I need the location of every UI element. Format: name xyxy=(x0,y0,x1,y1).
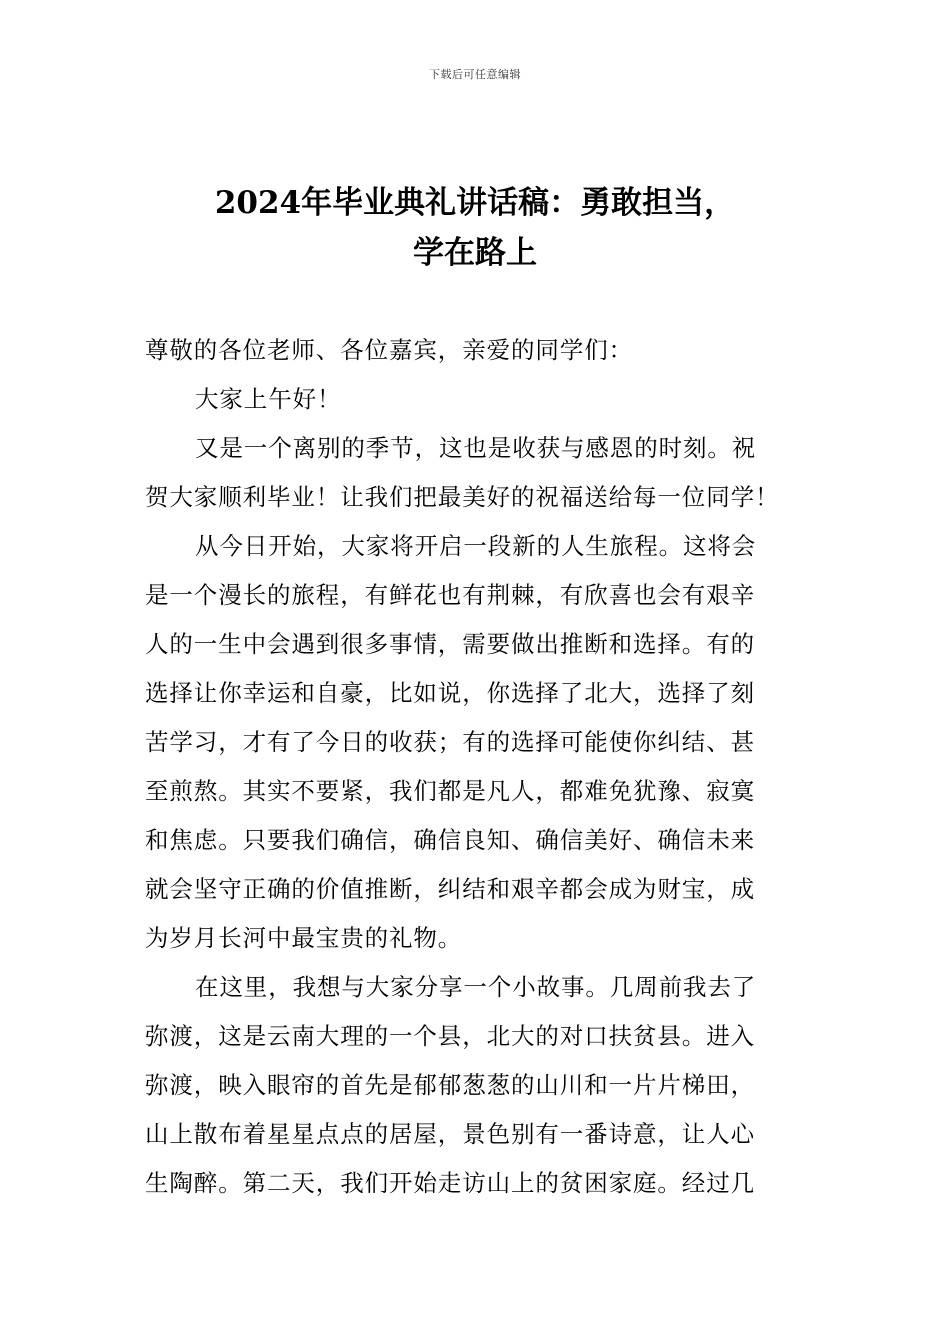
body-line: 贺大家顺利毕业！让我们把最美好的祝福送给每一位同学！ xyxy=(145,483,780,511)
header-note: 下载后可任意编辑 xyxy=(429,68,521,81)
body-line: 生陶醉。第二天，我们开始走访山上的贫困家庭。经过几 xyxy=(145,1169,755,1197)
body-line: 为岁月长河中最宝贵的礼物。 xyxy=(145,924,463,952)
document-body xyxy=(145,326,810,1208)
body-line: 从今日开始，大家将开启一段新的人生旅程。这将会 xyxy=(195,532,757,560)
document-title xyxy=(100,178,850,278)
body-line: 苦学习，才有了今日的收获；有的选择可能使你纠结、甚 xyxy=(145,728,755,756)
title-line-1: 2024年毕业典礼讲话稿：勇敢担当， xyxy=(214,185,736,221)
body-line: 人的一生中会遇到很多事情，需要做出推断和选择。有的 xyxy=(145,630,755,658)
body-line: 山上散布着星星点点的居屋，景色别有一番诗意，让人心 xyxy=(145,1120,755,1148)
body-line: 弥渡，映入眼帘的首先是郁郁葱葱的山川和一片片梯田， xyxy=(145,1071,755,1099)
body-line: 又是一个离别的季节，这也是收获与感恩的时刻。祝 xyxy=(195,434,757,462)
body-line: 选择让你幸运和自豪，比如说，你选择了北大，选择了刻 xyxy=(145,679,755,707)
body-line: 大家上午好！ xyxy=(195,385,342,413)
body-line: 和焦虑。只要我们确信，确信良知、确信美好、确信未来 xyxy=(145,826,755,854)
body-line: 就会坚守正确的价值推断，纠结和艰辛都会成为财宝，成 xyxy=(145,875,755,903)
salutation-line: 尊敬的各位老师、各位嘉宾，亲爱的同学们： xyxy=(145,336,633,364)
title-line-2: 学在路上 xyxy=(413,235,537,271)
body-line: 至煎熬。其实不要紧，我们都是凡人，都难免犹豫、寂寞 xyxy=(145,777,755,805)
body-line: 在这里，我想与大家分享一个小故事。几周前我去了 xyxy=(195,973,757,1001)
body-line: 弥渡，这是云南大理的一个县，北大的对口扶贫县。进入 xyxy=(145,1022,755,1050)
body-line: 是一个漫长的旅程，有鲜花也有荆棘，有欣喜也会有艰辛 xyxy=(145,581,755,609)
